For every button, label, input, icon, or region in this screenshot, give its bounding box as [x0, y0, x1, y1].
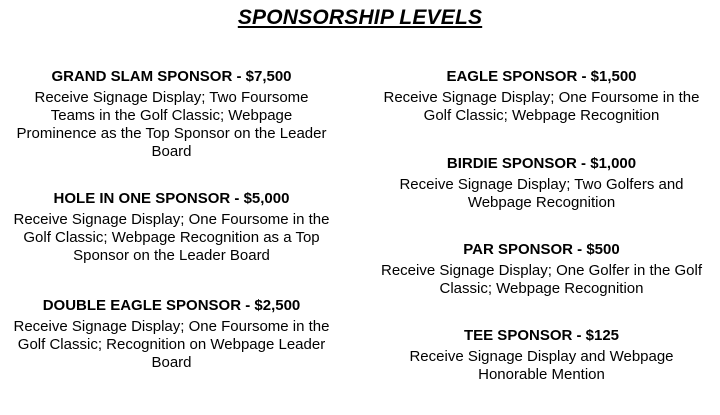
- sponsor-level-name: TEE SPONSOR - $125: [463, 327, 620, 344]
- sponsor-level-par: [373, 240, 710, 298]
- sponsor-level-name: GRAND SLAM SPONSOR - $7,500: [51, 68, 292, 85]
- sponsor-level-description: Receive Signage Display; One Foursome in the Golf Classic; Webpage Recognition as a Top Sponsor on the Leader Board: [13, 211, 330, 264]
- sponsor-level-description: Receive Signage Display; Two Foursome Teams in the Golf Classic; Webpage Prominence as the Top Sponsor on the Leader Board: [16, 89, 327, 160]
- sponsor-level-description: Receive Signage Display; Two Golfers and Webpage Recognition: [399, 176, 684, 211]
- sponsor-level-birdie: [373, 154, 710, 212]
- sponsor-level-grand-slam: [0, 67, 343, 161]
- sponsor-level-description: Receive Signage Display; One Foursome in the Golf Classic; Recognition on Webpage Leader Board: [13, 318, 330, 371]
- sponsor-level-hole-in-one: [0, 189, 343, 265]
- sponsor-level-eagle: [373, 67, 710, 125]
- page-title: SPONSORSHIP LEVELS: [237, 6, 483, 29]
- sponsor-level-name: PAR SPONSOR - $500: [463, 241, 620, 258]
- sponsor-level-name: BIRDIE SPONSOR - $1,000: [446, 155, 637, 172]
- sponsor-level-description: Receive Signage Display; One Foursome in the Golf Classic; Webpage Recognition: [383, 89, 700, 124]
- sponsor-level-description: Receive Signage Display; One Golfer in the Golf Classic; Webpage Recognition: [381, 262, 702, 297]
- sponsor-level-description: Receive Signage Display and Webpage Honorable Mention: [409, 348, 674, 383]
- sponsor-level-name: HOLE IN ONE SPONSOR - $5,000: [53, 190, 290, 207]
- sponsor-level-double-eagle: [0, 296, 343, 372]
- sponsor-level-tee: [373, 326, 710, 384]
- sponsor-level-name: EAGLE SPONSOR - $1,500: [446, 68, 637, 85]
- sponsor-level-name: DOUBLE EAGLE SPONSOR - $2,500: [42, 297, 301, 314]
